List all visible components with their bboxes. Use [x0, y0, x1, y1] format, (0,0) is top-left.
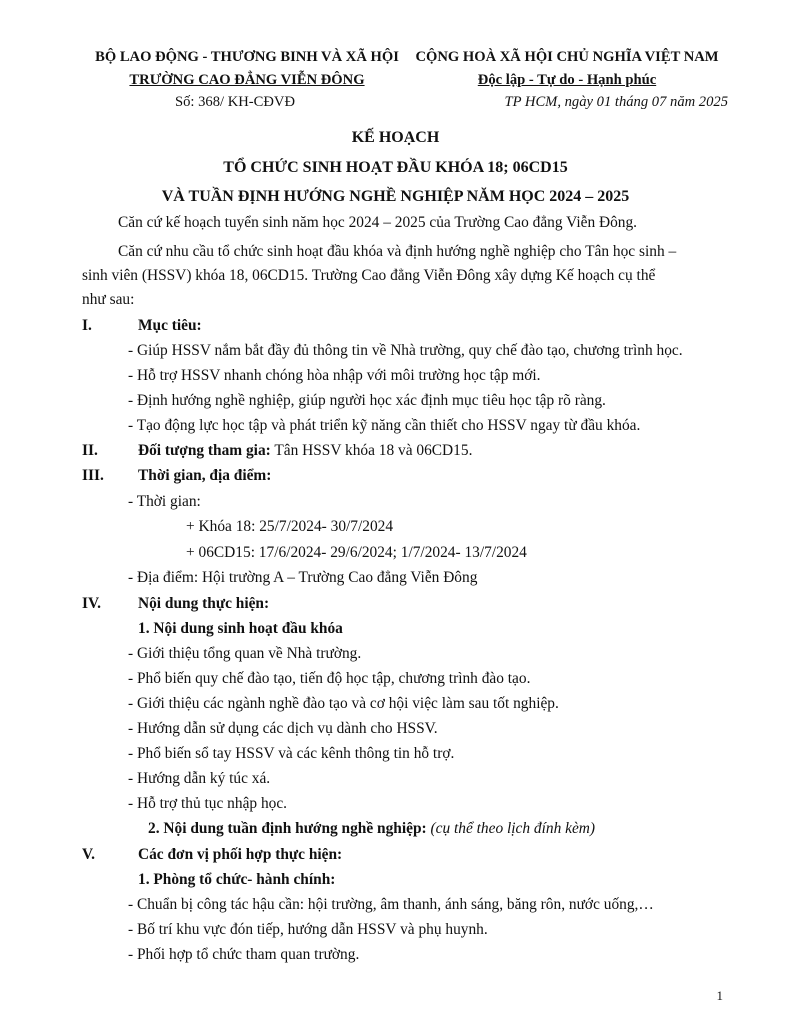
list-item: - Định hướng nghề nghiệp, giúp người học xác định mục tiêu học tập rõ ràng.: [128, 392, 606, 409]
section-1-heading: Mục tiêu:: [138, 317, 202, 334]
section-5-sub1: 1. Phòng tổ chức- hành chính:: [138, 871, 336, 888]
section-5-number: V.: [82, 846, 95, 863]
intro-paragraph-2-line3: như sau:: [82, 291, 135, 308]
list-item: - Hỗ trợ thủ tục nhập học.: [128, 795, 288, 812]
list-item: - Giới thiệu tổng quan về Nhà trường.: [128, 645, 362, 662]
place: - Địa điểm: Hội trường A – Trường Cao đẳng Viễn Đông: [128, 569, 478, 586]
list-item: - Phổ biến sổ tay HSSV và các kênh thông tin hỗ trợ.: [128, 745, 455, 762]
list-item: - Phối hợp tổ chức tham quan trường.: [128, 946, 360, 963]
section-2-number: II.: [82, 442, 98, 459]
header-right: [406, 46, 728, 92]
time-06cd15: + 06CD15: 17/6/2024- 29/6/2024; 1/7/2024- 13/7/2024: [186, 544, 527, 561]
list-item: - Bố trí khu vực đón tiếp, hướng dẫn HSSV và phụ huynh.: [128, 921, 488, 938]
section-3-number: III.: [82, 467, 104, 484]
section-3-heading: Thời gian, địa điểm:: [138, 467, 272, 484]
section-1-number: I.: [82, 317, 92, 334]
list-item: - Giúp HSSV nắm bắt đầy đủ thông tin về Nhà trường, quy chế đào tạo, chương trình học.: [128, 342, 683, 359]
doc-title: KẾ HOẠCH: [351, 129, 440, 146]
list-item: - Hướng dẫn ký túc xá.: [128, 770, 271, 787]
time-label: - Thời gian:: [128, 493, 201, 510]
doc-title-line2: TỔ CHỨC SINH HOẠT ĐẦU KHÓA 18; 06CD15: [223, 159, 568, 176]
document-number: Số: 368/ KH-CĐVĐ: [175, 94, 295, 110]
section-4-sub2-note: (cụ thể theo lịch đính kèm): [426, 820, 596, 837]
doc-title-line3: VÀ TUẦN ĐỊNH HƯỚNG NGHỀ NGHIỆP NĂM HỌC 2024 – 2025: [161, 188, 630, 205]
intro-paragraph-1: Căn cứ kế hoạch tuyển sinh năm học 2024 – 2025 của Trường Cao đẳng Viễn Đông.: [118, 214, 638, 231]
intro-paragraph-2-line1: Căn cứ nhu cầu tổ chức sinh hoạt đầu khóa và định hướng nghề nghiệp cho Tân học sinh –: [118, 243, 677, 260]
motto: Độc lập - Tự do - Hạnh phúc: [477, 72, 657, 88]
section-4-sub2: 2. Nội dung tuần định hướng nghề nghiệp:: [148, 820, 427, 837]
page-number: 1: [716, 988, 723, 1003]
section-2-text: Tân HSSV khóa 18 và 06CD15.: [270, 442, 473, 459]
list-item: - Phổ biến quy chế đào tạo, tiến độ học tập, chương trình đào tạo.: [128, 670, 531, 687]
country-name: CỘNG HOÀ XÃ HỘI CHỦ NGHĨA VIỆT NAM: [415, 49, 719, 65]
section-4-number: IV.: [82, 595, 101, 612]
section-2-heading: Đối tượng tham gia:: [138, 442, 271, 459]
section-4-heading: Nội dung thực hiện:: [138, 595, 270, 612]
section-4-sub2-line: [148, 819, 595, 839]
time-khoa-18: + Khóa 18: 25/7/2024- 30/7/2024: [186, 518, 394, 535]
list-item: - Chuẩn bị công tác hậu cần: hội trường, âm thanh, ánh sáng, băng rôn, nước uống,…: [128, 896, 654, 913]
list-item: - Hướng dẫn sử dụng các dịch vụ dành cho HSSV.: [128, 720, 438, 737]
school-name: TRƯỜNG CAO ĐẲNG VIỄN ĐÔNG: [129, 72, 365, 88]
intro-paragraph-2-line2: sinh viên (HSSV) khóa 18, 06CD15. Trường Cao đẳng Viễn Đông xây dựng Kế hoạch cụ thể: [82, 267, 656, 284]
document-date: TP HCM, ngày 01 tháng 07 năm 2025: [504, 94, 728, 110]
header-left: [92, 46, 402, 92]
list-item: - Tạo động lực học tập và phát triển kỹ năng cần thiết cho HSSV ngay từ đầu khóa.: [128, 417, 641, 434]
list-item: - Hỗ trợ HSSV nhanh chóng hòa nhập với môi trường học tập mới.: [128, 367, 541, 384]
section-2-line: [138, 441, 472, 461]
ministry-name: BỘ LAO ĐỘNG - THƯƠNG BINH VÀ XÃ HỘI: [95, 49, 399, 65]
list-item: - Giới thiệu các ngành nghề đào tạo và cơ hội việc làm sau tốt nghiệp.: [128, 695, 559, 712]
section-5-heading: Các đơn vị phối hợp thực hiện:: [138, 846, 343, 863]
section-4-sub1: 1. Nội dung sinh hoạt đầu khóa: [138, 620, 343, 637]
